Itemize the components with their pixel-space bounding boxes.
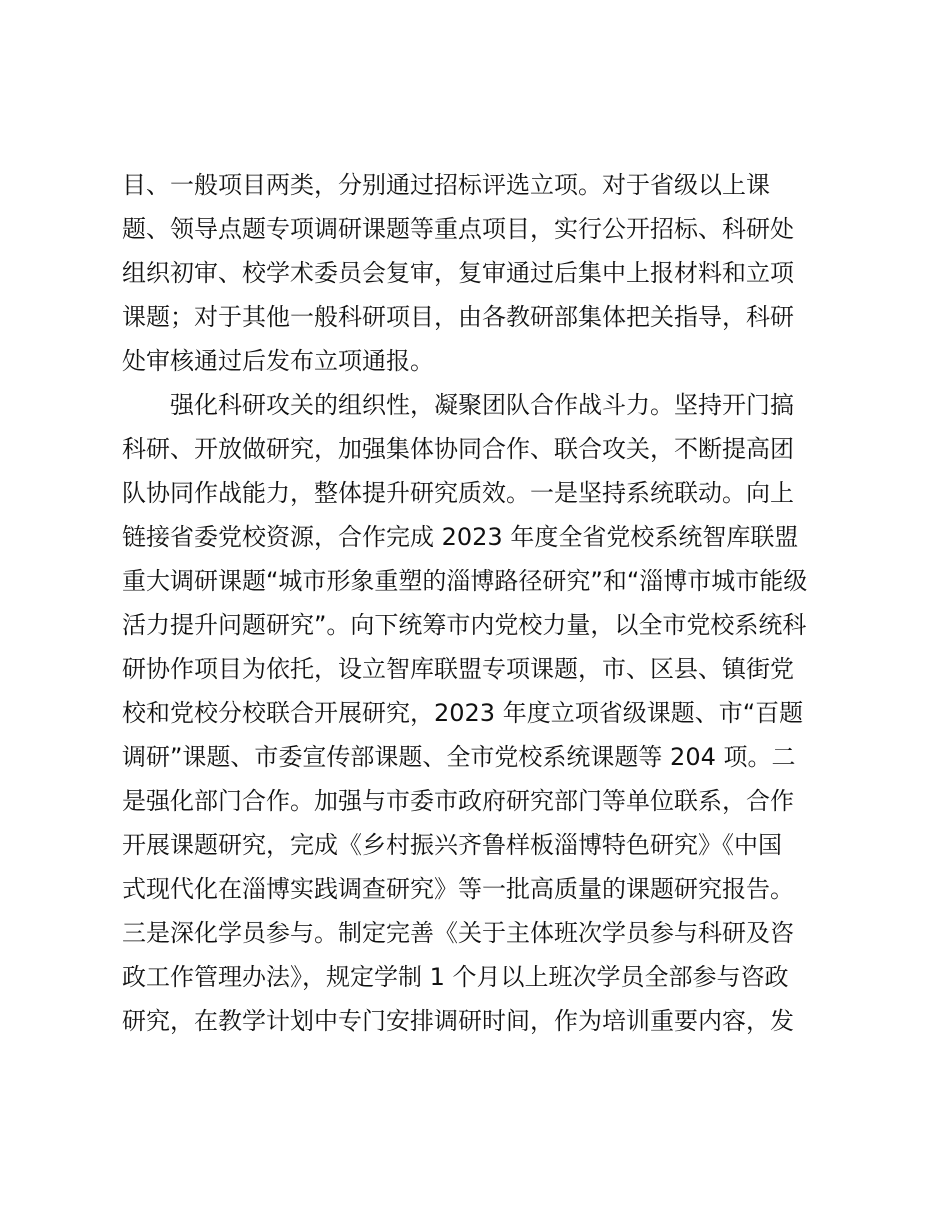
paragraph-2 — [122, 383, 842, 1043]
paragraph-1-line: 处审核通过后发布立项通报。 — [122, 347, 434, 375]
paragraph-2-line: 科研、开放做研究，加强集体协同合作、联合攻关，不断提高团 — [122, 435, 794, 463]
paragraph-2-line: 开展课题研究，完成《乡村振兴齐鲁样板淄博特色研究》《中国 — [122, 831, 782, 859]
paragraph-1-line: 题、领导点题专项调研课题等重点项目，实行公开招标、科研处 — [122, 215, 794, 243]
paragraph-1-line: 组织初审、校学术委员会复审，复审通过后集中上报材料和立项 — [122, 259, 794, 287]
paragraph-2-line: 校和党校分校联合开展研究，2023 年度立项省级课题、市“百题 — [122, 699, 804, 727]
paragraph-2-line: 活力提升问题研究”。向下统筹市内党校力量，以全市党校系统科 — [122, 611, 807, 639]
paragraph-1-line: 课题；对于其他一般科研项目，由各教研部集体把关指导，科研 — [122, 303, 794, 331]
paragraph-2-line: 政工作管理办法》，规定学制 1 个月以上班次学员全部参与咨政 — [122, 963, 789, 991]
paragraph-2-line: 式现代化在淄博实践调查研究》等一批高质量的课题研究报告。 — [122, 875, 794, 903]
paragraph-2-line: 研究，在教学计划中专门安排调研时间，作为培训重要内容，发 — [122, 1007, 794, 1035]
paragraph-2-line: 研协作项目为依托，设立智库联盟专项课题，市、区县、镇街党 — [122, 655, 794, 683]
paragraph-2-line: 强化科研攻关的组织性，凝聚团队合作战斗力。坚持开门搞 — [170, 391, 794, 419]
paragraph-2-line: 是强化部门合作。加强与市委市政府研究部门等单位联系，合作 — [122, 787, 794, 815]
paragraph-2-line: 调研”课题、市委宣传部课题、全市党校系统课题等 204 项。二 — [122, 743, 796, 771]
paragraph-2-line: 队协同作战能力，整体提升研究质效。一是坚持系统联动。向上 — [122, 479, 794, 507]
paragraph-2-line: 链接省委党校资源，合作完成 2023 年度全省党校系统智库联盟 — [122, 523, 799, 551]
paragraph-2-line: 三是深化学员参与。制定完善《关于主体班次学员参与科研及咨 — [122, 919, 794, 947]
paragraph-2-line: 重大调研课题“城市形象重塑的淄博路径研究”和“淄博市城市能级 — [122, 567, 808, 595]
paragraph-1-line: 目、一般项目两类，分别通过招标评选立项。对于省级以上课 — [122, 171, 770, 199]
paragraph-1 — [122, 163, 842, 383]
